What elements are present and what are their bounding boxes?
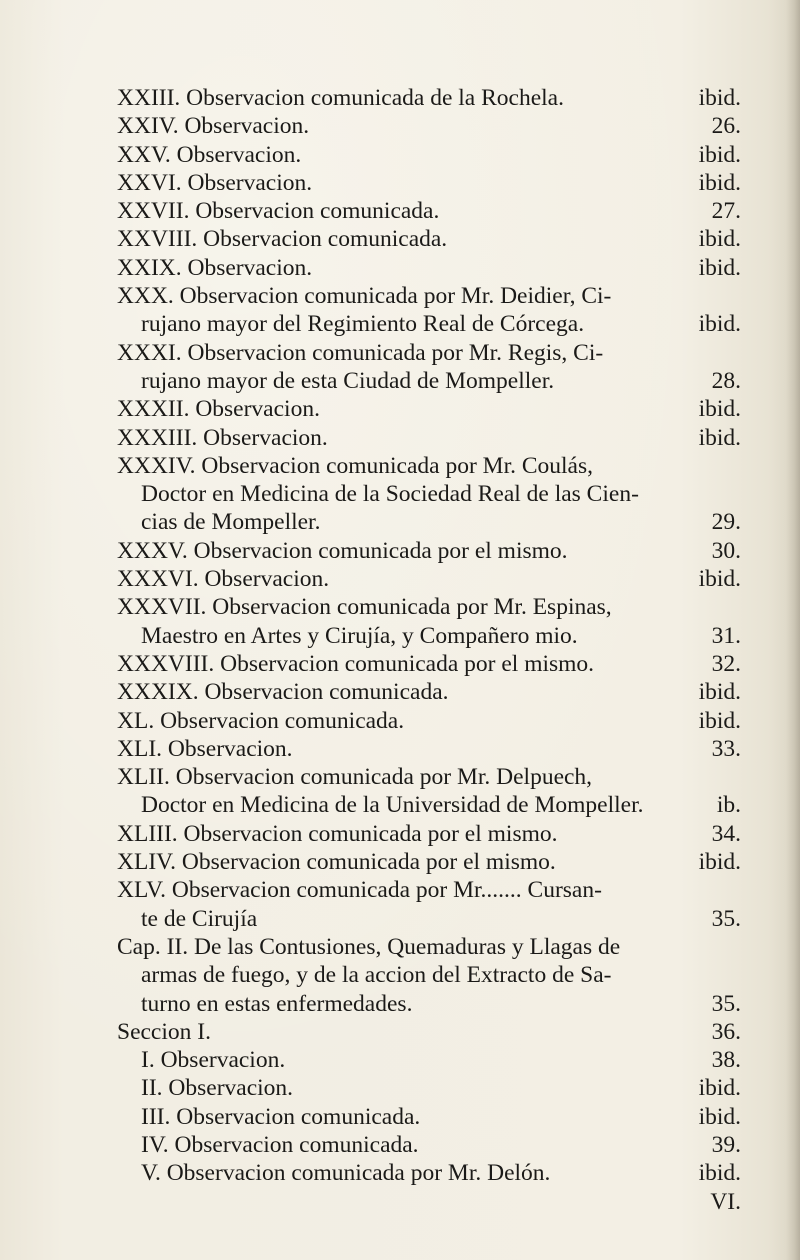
toc-entry-title: XXIV. Observacion. [117,113,310,140]
toc-entry-page: 36. [711,1018,741,1045]
toc-entry-title: XXXIX. Observacion comunicada. [117,679,449,706]
toc-entry-page: 34. [711,820,741,847]
toc-entry-title: armas de fuego, y de la accion del Extracto de Sa- [141,962,612,989]
toc-entry-page: 38. [711,1047,741,1074]
toc-entry-page: 26. [711,113,741,140]
toc-entry-title: XXVII. Observacion comunicada. [117,198,440,225]
toc-entry-title: XL. Observacion comunicada. [117,707,405,734]
toc-entry [117,1018,741,1046]
toc-entry-page: ibid. [698,141,741,168]
toc-entry-page: 32. [711,650,741,677]
toc-entry-title: XXV. Observacion. [117,141,302,168]
toc-entry-page: 39. [711,1131,741,1158]
toc-entry-title: III. Observacion comunicada. [141,1103,421,1130]
toc-entry [117,395,741,423]
toc-entry [117,367,741,395]
toc-entry-title: XXIX. Observacion. [117,254,313,281]
toc-entry [117,141,741,169]
toc-entry-title: Cap. II. De las Contusiones, Quemaduras y Llagas de [117,933,621,960]
toc-entry-page: 35. [711,990,741,1017]
toc-entry-title: Maestro en Artes y Cirujía, y Compañero mio. [141,622,578,649]
toc-entry-page: ibid. [698,424,741,451]
toc-entry-title: rujano mayor de esta Ciudad de Mompeller. [141,367,555,394]
toc-entry [117,961,741,989]
toc-entry [117,1131,741,1159]
toc-entry-title: Doctor en Medicina de la Sociedad Real de las Cien- [141,481,639,508]
toc-entry [117,197,741,225]
toc-entry-page: 31. [711,622,741,649]
toc-entry [117,1103,741,1131]
toc-entry [117,1159,741,1187]
toc-entry-page: ibid. [698,707,741,734]
toc-entry [117,735,741,763]
toc-entry [117,508,741,536]
toc-entry-title: XXXII. Observacion. [117,396,320,423]
toc-entry [117,905,741,933]
toc-entry-page: ib. [716,792,741,819]
toc-entry [117,282,741,310]
table-of-contents [117,84,741,1216]
toc-entry-page: ibid. [698,679,741,706]
toc-entry-title: te de Cirujía [141,905,258,932]
toc-entry-page: ibid. [698,254,741,281]
toc-entry-page: ibid. [698,226,741,253]
toc-entry-title: XLIII. Observacion comunicada por el mismo. [117,820,558,847]
toc-entry-title: rujano mayor del Regimiento Real de Córcega. [141,311,585,338]
toc-entry-title: turno en estas enfermedades. [141,990,413,1017]
toc-entry-title: Seccion I. [117,1018,211,1045]
toc-entry-title: XXXIII. Observacion. [117,424,328,451]
toc-entry [117,480,741,508]
toc-entry [117,452,741,480]
toc-entry-page: 27. [711,198,741,225]
toc-entry-title: I. Observacion. [141,1047,286,1074]
toc-entry [117,650,741,678]
toc-entry-title: XXXV. Observacion comunicada por el mismo. [117,537,568,564]
toc-entry [117,1074,741,1102]
toc-entry-title: XXXIV. Observacion comunicada por Mr. Coulás, [117,452,594,479]
toc-entry-title: V. Observacion comunicada por Mr. Delón. [141,1160,551,1187]
toc-entry-page: 29. [711,509,741,536]
toc-entry-page: ibid. [698,396,741,423]
toc-entry-title: XXX. Observacion comunicada por Mr. Deidier, Ci- [117,283,612,310]
toc-entry [117,622,741,650]
toc-entry-page: 28. [711,367,741,394]
toc-entry-title: XXVIII. Observacion comunicada. [117,226,448,253]
toc-entry [117,990,741,1018]
toc-entry-page: ibid. [698,169,741,196]
toc-entry-title: XLII. Observacion comunicada por Mr. Delpuech, [117,764,593,791]
toc-entry-title: Doctor en Medicina de la Universidad de Mompeller. [141,792,644,819]
toc-entry [117,876,741,904]
toc-entry-title: XLIV. Observacion comunicada por el mismo. [117,849,556,876]
toc-entry [117,254,741,282]
toc-entry-page: ibid. [698,566,741,593]
toc-entry [117,791,741,819]
toc-entry-title: IV. Observacion comunicada. [141,1131,419,1158]
toc-entry-title: XXXVI. Observacion. [117,566,330,593]
toc-entry-page: ibid. [698,1075,741,1102]
toc-entry-page: VI. [710,1188,741,1215]
toc-entry [117,537,741,565]
toc-entry [117,763,741,791]
toc-entry [117,820,741,848]
toc-entry [117,84,741,112]
toc-entry [117,225,741,253]
toc-entry-page: 35. [711,905,741,932]
toc-entry [117,310,741,338]
toc-entry [117,1188,741,1216]
toc-entry [117,339,741,367]
toc-entry [117,1046,741,1074]
toc-entry-title: XXVI. Observacion. [117,169,313,196]
toc-entry-title: XXIII. Observacion comunicada de la Rochela. [117,85,564,111]
toc-entry-title: XLI. Observacion. [117,735,293,762]
toc-entry [117,593,741,621]
toc-entry-title: XXXI. Observacion comunicada por Mr. Regis, Ci- [117,339,604,366]
toc-entry-page: ibid. [698,849,741,876]
toc-entry [117,565,741,593]
toc-entry-page: ibid. [698,1103,741,1130]
toc-entry-title: XXXVII. Observacion comunicada por Mr. Espinas, [117,594,612,621]
toc-entry-page: 30. [711,537,741,564]
toc-entry-title: cias de Mompeller. [141,509,321,536]
toc-entry-title: II. Observacion. [141,1075,294,1102]
toc-entry [117,169,741,197]
toc-entry-page: ibid. [698,1160,741,1187]
toc-entry [117,112,741,140]
toc-entry [117,848,741,876]
toc-entry-page: ibid. [698,311,741,338]
toc-entry [117,707,741,735]
toc-entry-page: 33. [711,735,741,762]
page-edge-shadow [786,0,800,1260]
toc-entry-title: XLV. Observacion comunicada por Mr....... Cursan- [117,877,602,904]
toc-entry-title: XXXVIII. Observacion comunicada por el mismo. [117,650,595,677]
toc-entry [117,678,741,706]
toc-entry-page: ibid. [698,85,741,111]
toc-entry [117,933,741,961]
toc-entry [117,424,741,452]
